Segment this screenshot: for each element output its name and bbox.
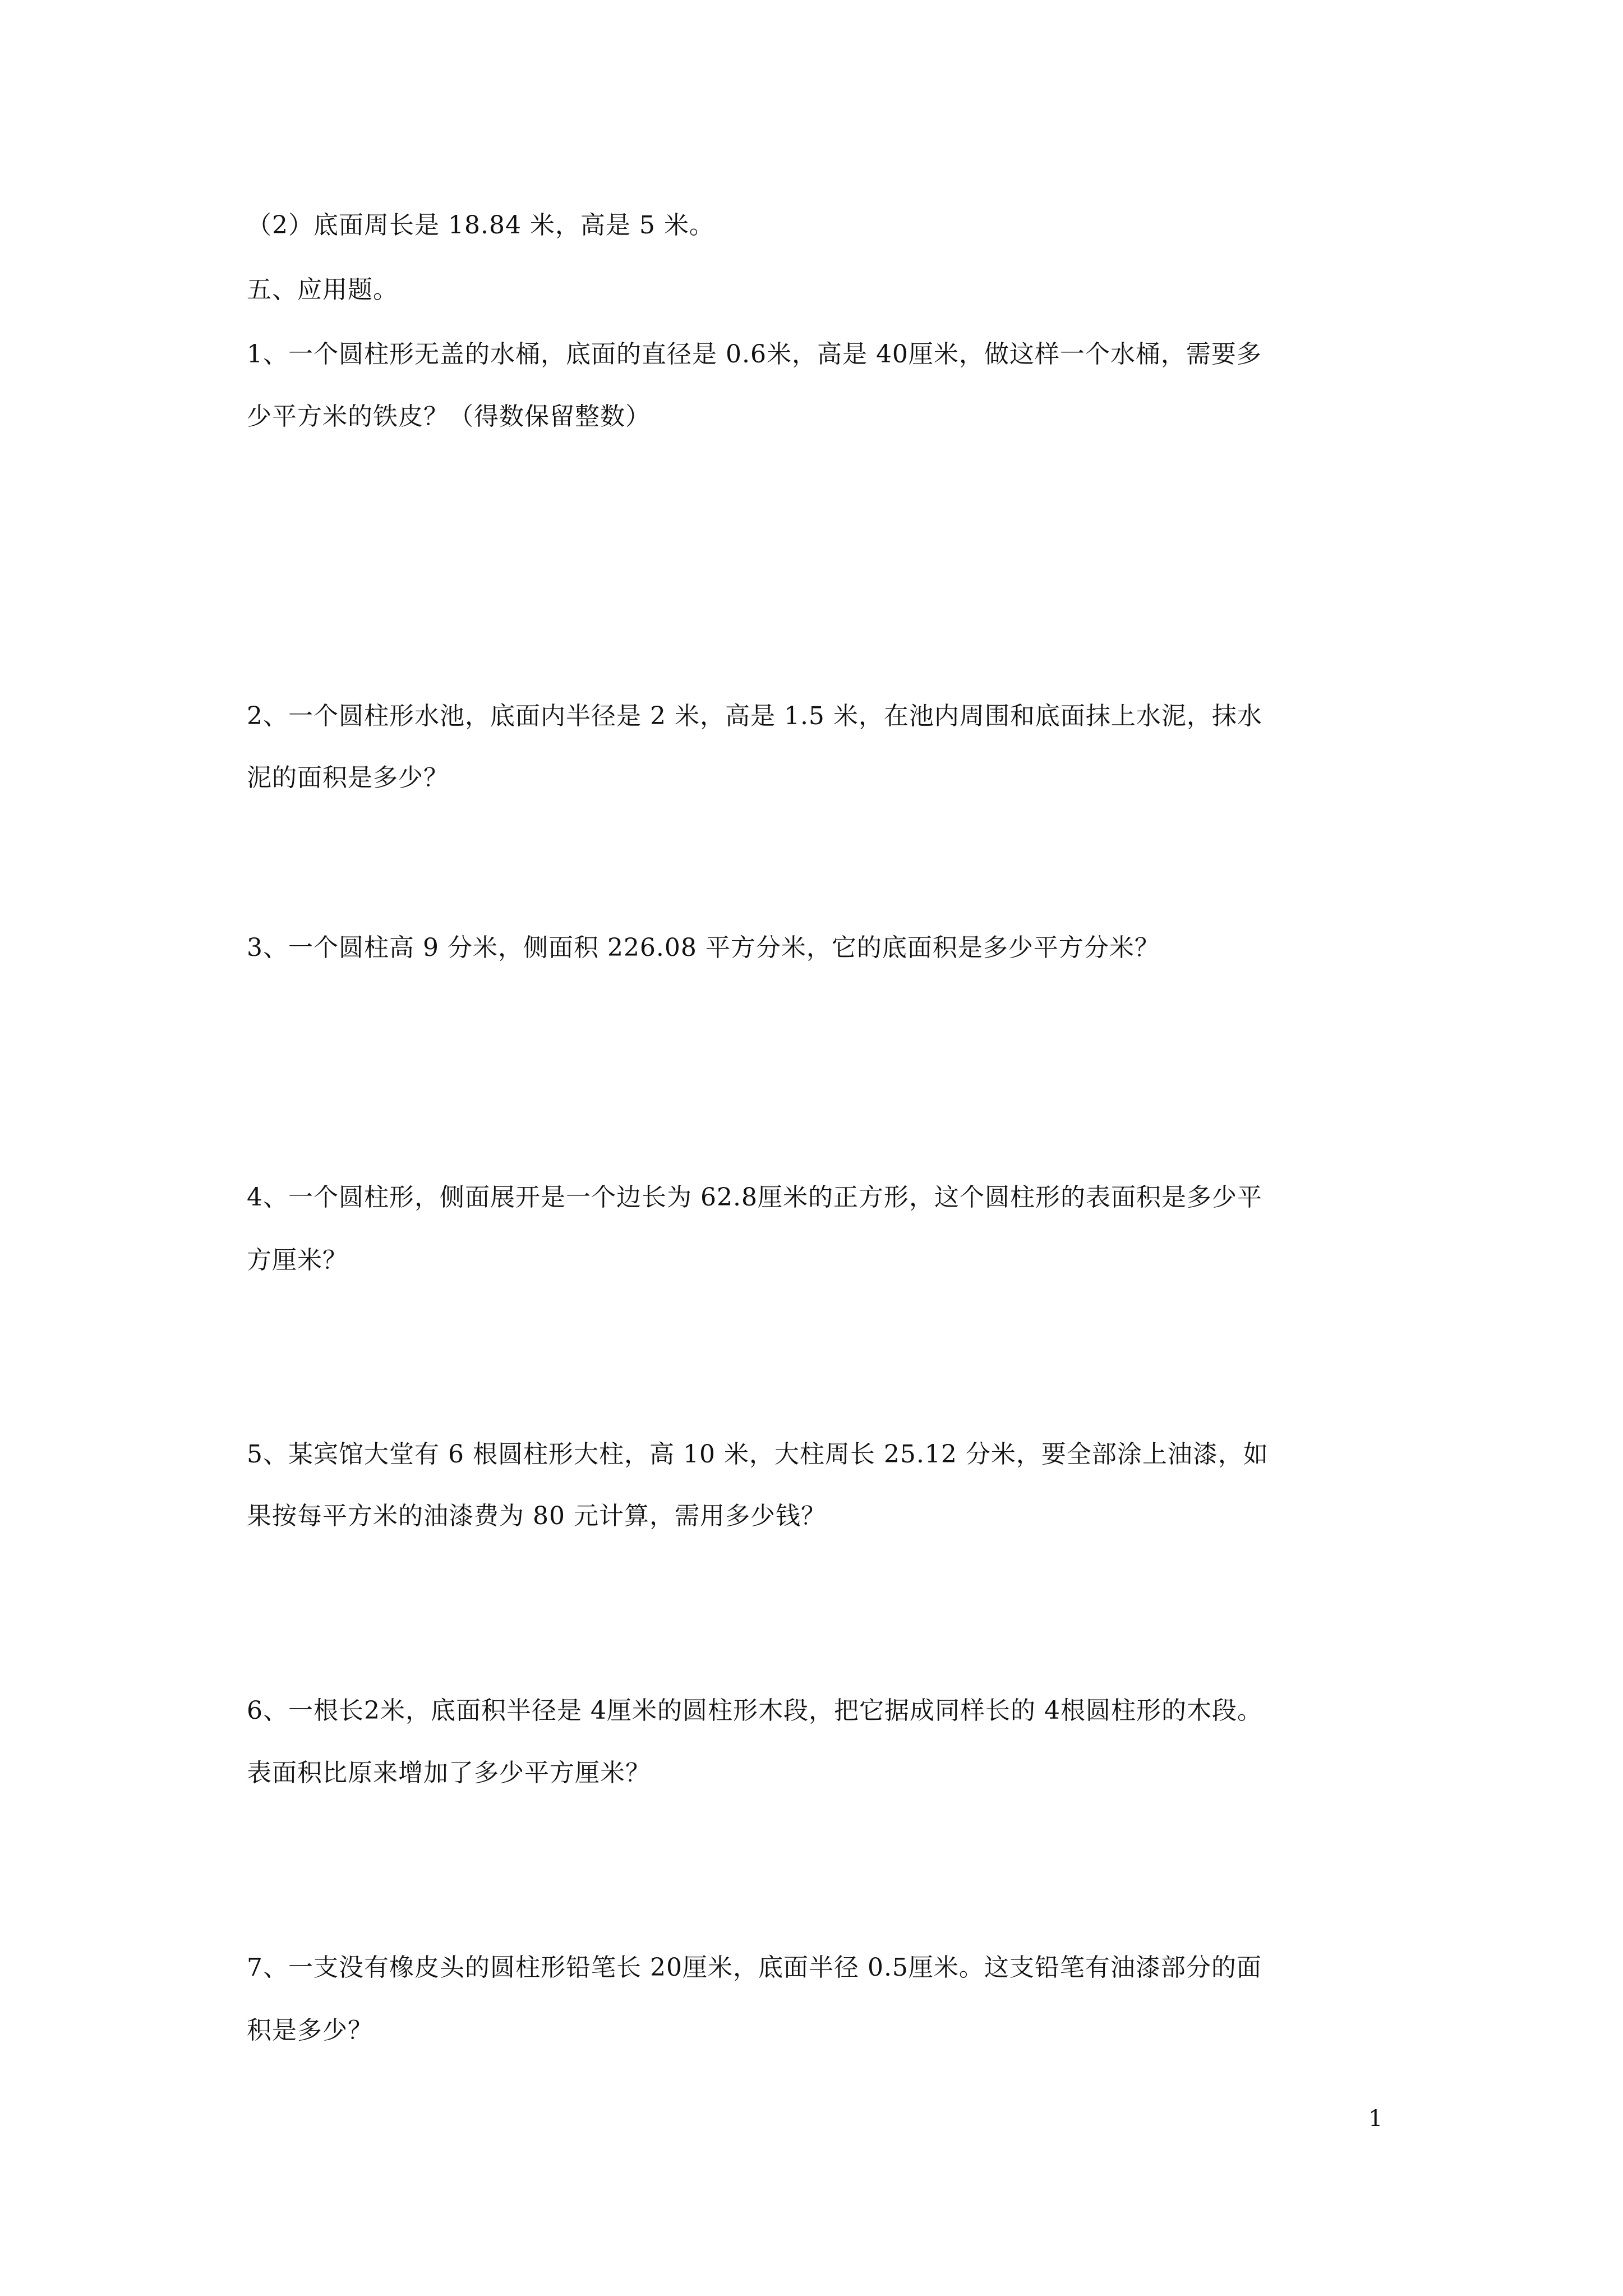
question-5-line-2: 果按每平方米的油漆费为 80 元计算，需用多少钱？ — [247, 1502, 826, 1530]
question-5-line-1: 5、某宾馆大堂有 6 根圆柱形大柱，高 10 米，大柱周长 25.12 分米，要全部涂上油漆，如 — [247, 1440, 1269, 1469]
question-1-line-2: 少平方米的铁皮？（得数保留整数） — [247, 402, 651, 431]
exercise-line-part2: （2）底面周长是 18.84 米，高是 5 米。 — [247, 211, 714, 240]
question-7-line-1: 7、一支没有橡皮头的圆柱形铅笔长 20厘米，底面半径 0.5厘米。这支铅笔有油漆部分的面 — [247, 1953, 1262, 1982]
question-2-line-1: 2、一个圆柱形水池，底面内半径是 2 米，高是 1.5 米，在池内周围和底面抹上水泥，抹水 — [247, 702, 1262, 730]
question-3-line-1: 3、一个圆柱高 9 分米，侧面积 226.08 平方分米，它的底面积是多少平方分米？ — [247, 933, 1160, 962]
question-7-line-2: 积是多少？ — [247, 2016, 373, 2045]
section-heading: 五、应用题。 — [247, 275, 398, 304]
question-2-line-2: 泥的面积是多少？ — [247, 763, 449, 792]
question-6-line-2: 表面积比原来增加了多少平方厘米？ — [247, 1759, 651, 1787]
page-number: 1 — [1368, 2106, 1383, 2132]
question-4-line-2: 方厘米？ — [247, 1246, 348, 1274]
question-6-line-1: 6、一根长2米，底面积半径是 4厘米的圆柱形木段，把它据成同样长的 4根圆柱形的木段。 — [247, 1696, 1262, 1725]
question-4-line-1: 4、一个圆柱形，侧面展开是一个边长为 62.8厘米的正方形，这个圆柱形的表面积是多少平 — [247, 1183, 1262, 1212]
question-1-line-1: 1、一个圆柱形无盖的水桶，底面的直径是 0.6米，高是 40厘米，做这样一个水桶，需要多 — [247, 340, 1262, 369]
